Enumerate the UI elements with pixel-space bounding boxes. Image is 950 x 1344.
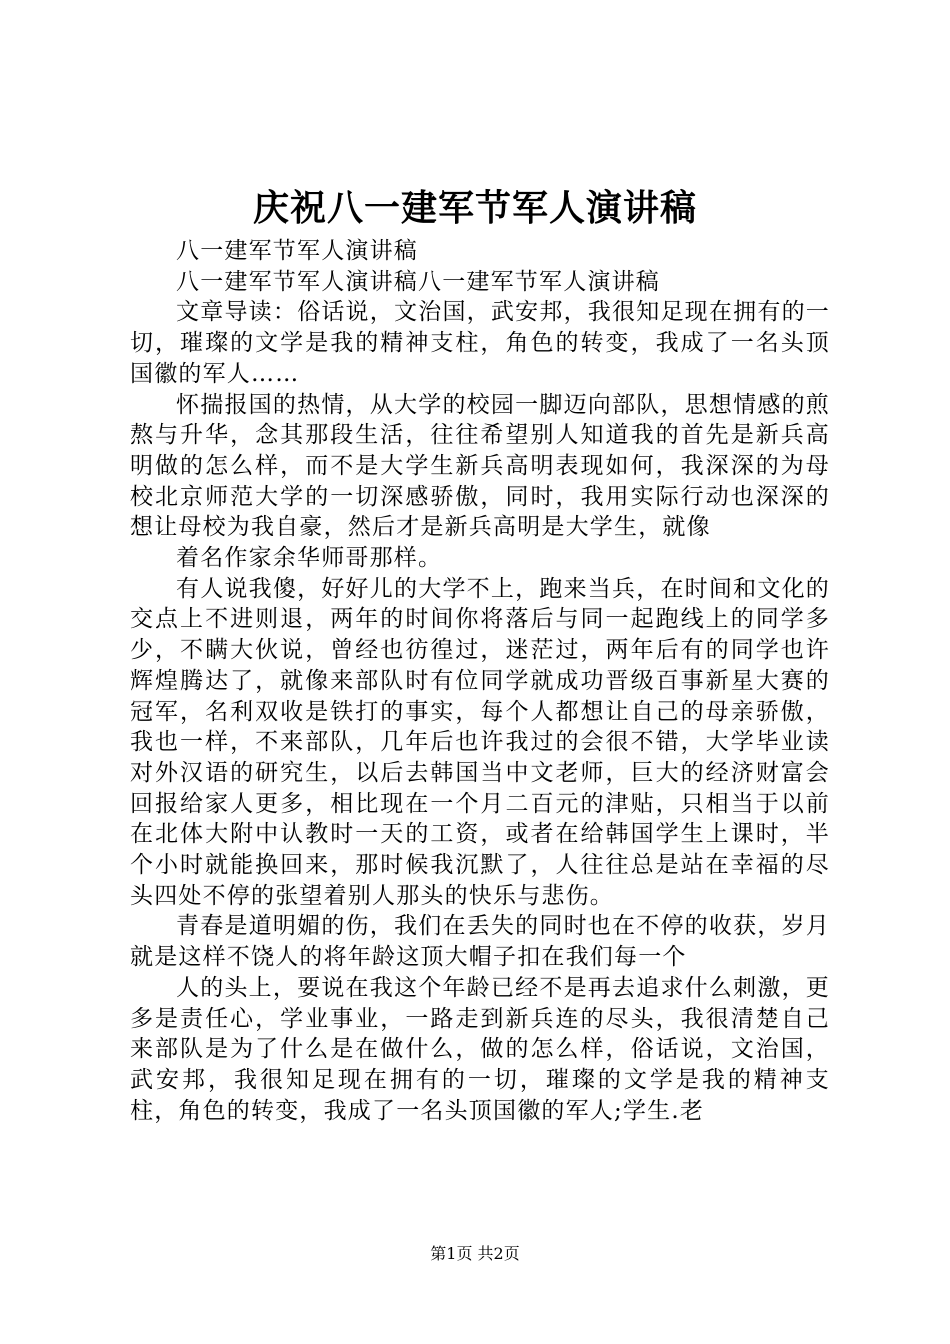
document-title: 庆祝八一建军节军人演讲稿 [252,187,697,229]
paragraph: 怀揣报国的热情，从大学的校园一脚迈向部队，思想情感的煎熬与升华，念其那段生活，往往希望别人知道我的首先是新兵高明做的怎么样，而不是大学生新兵高明表现如何，我深深的为母校北京师范大学的一切深感骄傲，同时，我用实际行动也深深的想让母校为我自豪，然后才是新兵高明是大学生，就像 [130,391,830,541]
paragraph: 着名作家余华师哥那样。 [176,545,443,572]
paragraph: 青春是道明媚的伤，我们在丢失的同时也在不停的收获，岁月就是这样不饶人的将年龄这顶大帽子扣在我们每一个 [130,913,830,971]
paragraph: 有人说我傻，好好儿的大学不上，跑来当兵，在时间和文化的交点上不进则退，两年的时间你将落后与同一起跑线上的同学多少，不瞒大伙说，曾经也彷徨过，迷茫过，两年后有的同学也许辉煌腾达了，就像来部队时有位同学就成功晋级百事新星大赛的冠军，名利双收是铁打的事实，每个人都想让自己的母亲骄傲，我也一样，不来部队，几年后也许我过的会很不错，大学毕业读对外汉语的研究生，以后去韩国当中文老师，巨大的经济财富会回报给家人更多，相比现在一个月二百元的津贴，只相当于以前在北体大附中认教时一天的工资，或者在给韩国学生上课时，半个小时就能换回来，那时候我沉默了，人往往总是站在幸福的尽头四处不停的张望着别人那头的快乐与悲伤。 [130,575,830,909]
paragraph: 八一建军节军人演讲稿八一建军节军人演讲稿 [176,268,660,295]
document-body [130,236,830,1126]
paragraph: 八一建军节军人演讲稿 [176,238,418,264]
page-footer: 第1页 共2页 [430,1244,520,1263]
paragraph: 文章导读：俗话说，文治国，武安邦，我很知足现在拥有的一切，璀璨的文学是我的精神支柱，角色的转变，我成了一名头顶国徽的军人…… [130,299,830,387]
paragraph: 人的头上，要说在我这个年龄已经不是再去追求什么刺激，更多是责任心，学业事业，一路走到新兵连的尽头，我很清楚自己来部队是为了什么是在做什么，做的怎么样，俗话说，文治国，武安邦，我很知足现在拥有的一切，璀璨的文学是我的精神支柱，角色的转变，我成了一名头顶国徽的军人;学生.老 [130,974,830,1124]
